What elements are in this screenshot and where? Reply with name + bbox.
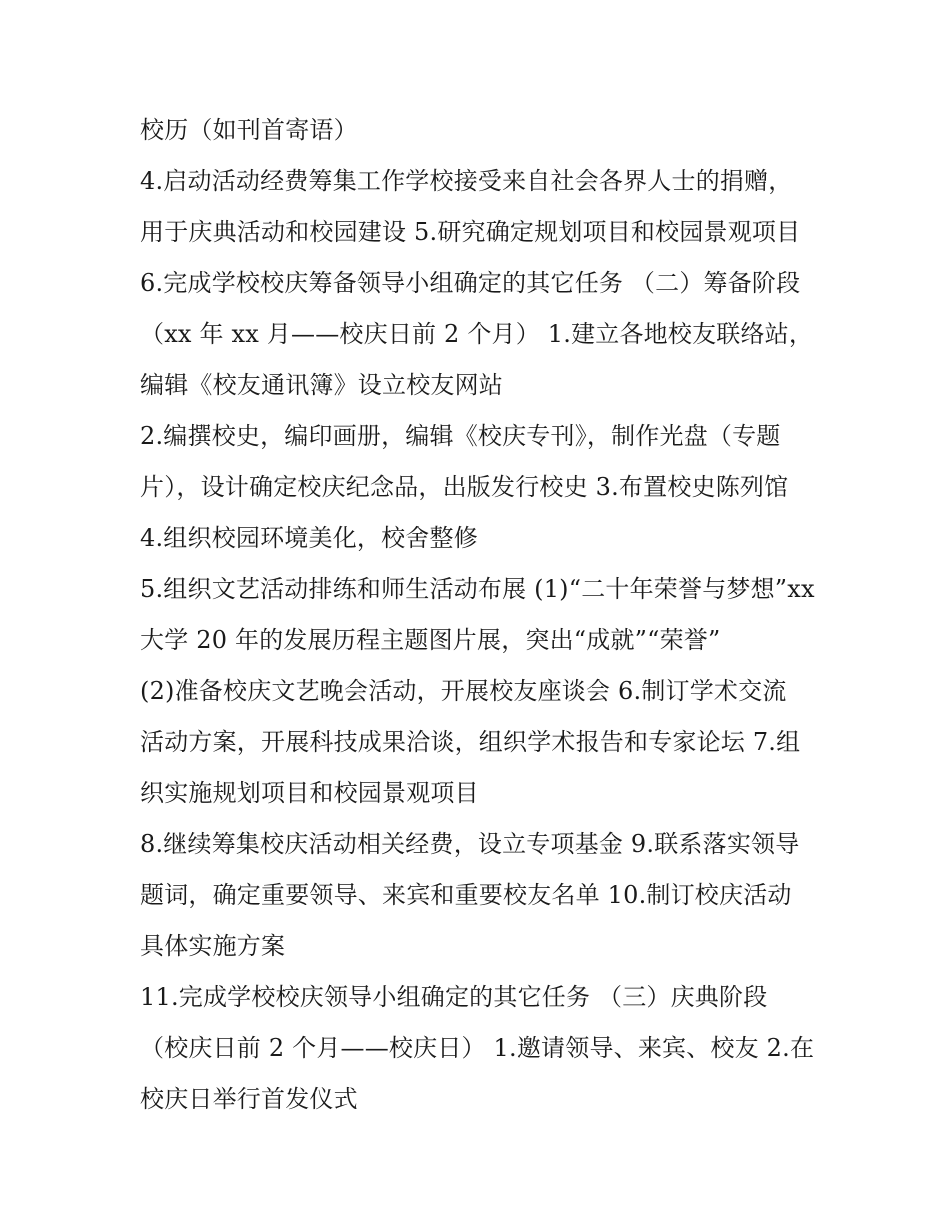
text-line: 校庆日举行首发仪式	[140, 1085, 358, 1113]
text-line: 活动方案，开展科技成果洽谈，组织学术报告和专家论坛 7.组	[140, 728, 801, 756]
document-body	[140, 105, 820, 1125]
text-line: 具体实施方案	[140, 932, 286, 960]
text-line: （校庆日前 2 个月——校庆日） 1.邀请领导、来宾、校友 2.在	[140, 1034, 815, 1062]
text-line: 11.完成学校校庆领导小组确定的其它任务 （三）庆典阶段	[140, 983, 768, 1011]
text-line: 用于庆典活动和校园建设 5.研究确定规划项目和校园景观项目	[140, 218, 801, 246]
text-line: 题词，确定重要领导、来宾和重要校友名单 10.制订校庆活动	[140, 881, 792, 909]
text-line: (2)准备校庆文艺晚会活动，开展校友座谈会 6.制订学术交流	[140, 677, 787, 705]
text-line: （xx 年 xx 月——校庆日前 2 个月） 1.建立各地校友联络站，	[140, 320, 814, 348]
text-line: 片），设计确定校庆纪念品，出版发行校史 3.布置校史陈列馆	[140, 473, 789, 501]
text-line: 织实施规划项目和校园景观项目	[140, 779, 479, 807]
text-line: 8.继续筹集校庆活动相关经费，设立专项基金 9.联系落实领导	[140, 830, 800, 858]
text-line: 5.组织文艺活动排练和师生活动布展 (1)“二十年荣誉与梦想”xx	[140, 575, 815, 603]
text-line: 大学 20 年的发展历程主题图片展，突出“成就”“荣誉”	[140, 626, 721, 654]
text-line: 4.组织校园环境美化，校舍整修	[140, 524, 478, 552]
text-line: 2.编撰校史，编印画册，编辑《校庆专刊》，制作光盘（专题	[140, 422, 781, 450]
text-line: 4.启动活动经费筹集工作学校接受来自社会各界人士的捐赠，	[140, 167, 793, 195]
text-line: 6.完成学校校庆筹备领导小组确定的其它任务 （二）筹备阶段	[140, 269, 801, 297]
text-line: 编辑《校友通讯簿》设立校友网站	[140, 371, 503, 399]
text-line: 校历（如刊首寄语）	[140, 116, 358, 144]
